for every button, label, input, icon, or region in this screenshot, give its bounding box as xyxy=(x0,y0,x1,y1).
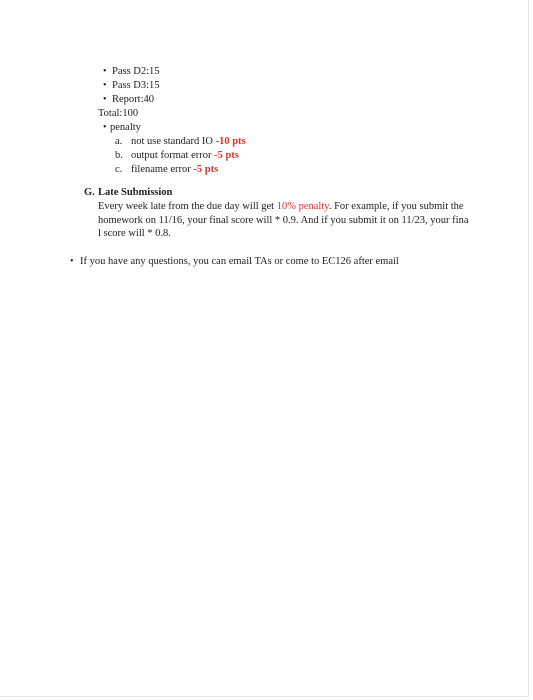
bullet-dot: • xyxy=(103,122,107,133)
section-marker: G. xyxy=(84,187,95,198)
penalty-item-b-amount: -5 pts xyxy=(214,150,239,161)
late-text-before: Every week late from the due day will get xyxy=(98,201,277,212)
penalty-item-a-amount: -10 pts xyxy=(215,136,246,147)
penalty-item-a-marker: a. xyxy=(115,136,123,147)
penalty-item-b-text: output format error xyxy=(131,150,215,161)
score-item-d2: Pass D2:15 xyxy=(112,66,160,77)
late-submission-paragraph xyxy=(98,200,470,241)
bullet-dot: • xyxy=(103,80,107,91)
score-item-report: Report:40 xyxy=(112,94,154,105)
penalty-item-b-marker: b. xyxy=(115,150,123,161)
penalty-item-c-text: filename error xyxy=(131,164,194,175)
contact-note: If you have any questions, you can email TAs or come to EC126 after email xyxy=(80,256,399,267)
total-score: Total:100 xyxy=(98,108,139,119)
late-text-after: . For example, if you submit the homework on 11/16, your final score will * 0.9. And if you submit it on 11/23, your final score will * 0.8. xyxy=(98,201,469,239)
late-penalty-highlight: 10% penalty xyxy=(276,201,329,212)
score-item-d3: Pass D3:15 xyxy=(112,80,160,91)
section-title: Late Submission xyxy=(98,187,173,198)
penalty-item-a-text: not use standard IO xyxy=(131,136,216,147)
penalty-item-c-marker: c. xyxy=(115,164,123,175)
bullet-dot: • xyxy=(103,66,107,77)
penalty-item-a xyxy=(131,135,246,148)
penalty-label: penalty xyxy=(110,122,141,133)
penalty-item-c xyxy=(131,163,218,176)
bullet-dot: • xyxy=(70,256,74,267)
bullet-dot: • xyxy=(103,94,107,105)
penalty-item-b xyxy=(131,149,239,162)
penalty-item-c-amount: -5 pts xyxy=(193,164,219,175)
